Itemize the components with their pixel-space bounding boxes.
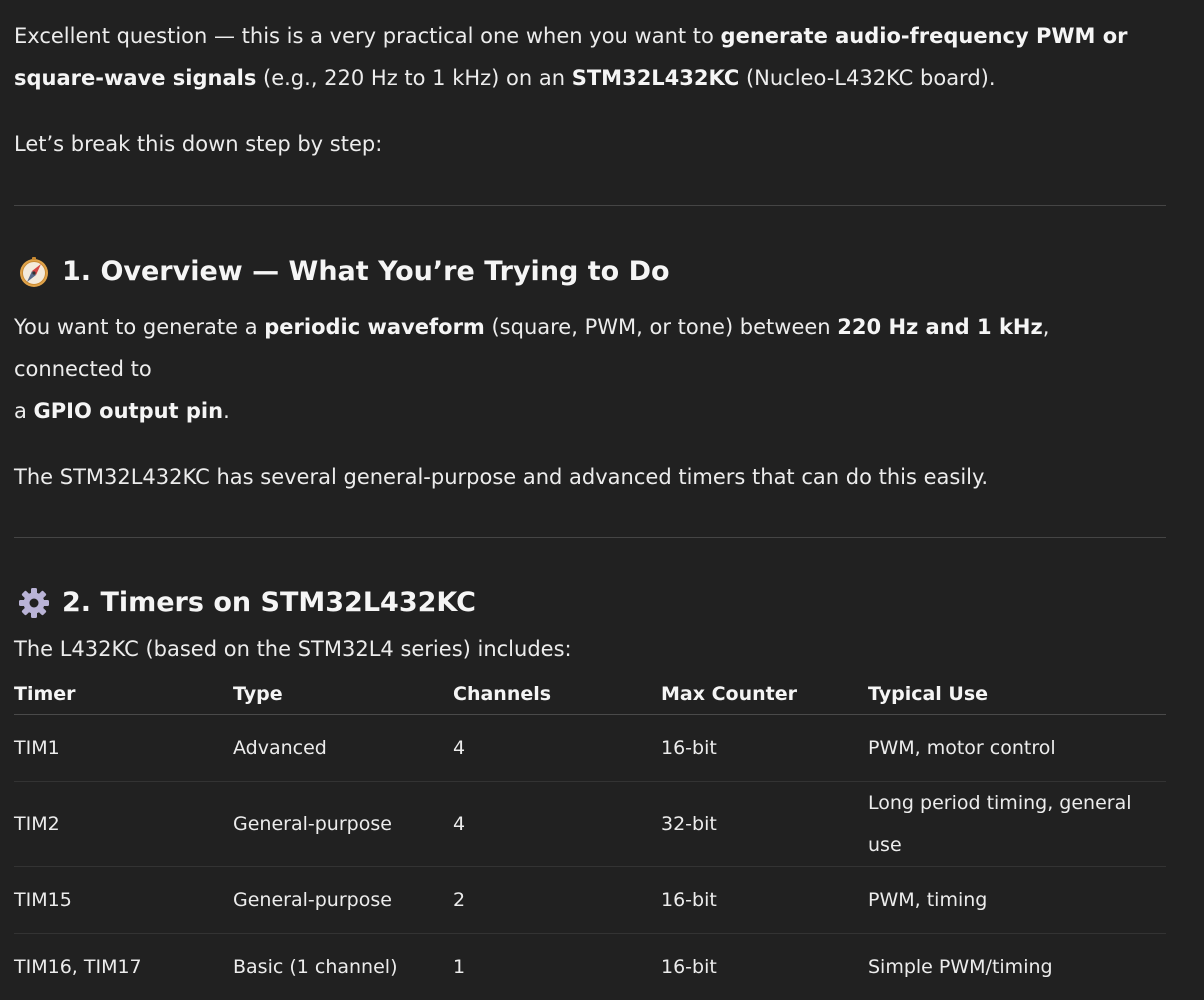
table-row (14, 867, 1166, 934)
table-cell: 16-bit (661, 715, 868, 782)
table-cell: 32-bit (661, 782, 868, 867)
intro-bold-chip: STM32L432KC (572, 66, 740, 90)
overview-text-connected: , connected to (14, 315, 1049, 381)
table-cell: PWM, motor control (868, 715, 1166, 782)
intro-step-line: Let’s break this down step by step: (14, 123, 1166, 165)
table-cell: TIM2 (14, 782, 233, 867)
overview-paragraph (14, 306, 1166, 432)
overview-text-period: . (223, 399, 230, 423)
column-header-type: Type (233, 674, 453, 715)
table-cell: 16-bit (661, 867, 868, 934)
table-cell: 4 (453, 715, 661, 782)
section-title: 1. Overview — What You’re Trying to Do (62, 251, 670, 293)
section-title: 2. Timers on STM32L432KC (62, 582, 476, 624)
intro-text: Excellent question — this is a very practical one when you want to (14, 24, 721, 48)
intro-bold-square: square-wave signals (14, 66, 256, 90)
overview-text-type: (square, PWM, or tone) between (485, 315, 837, 339)
table-cell: TIM15 (14, 867, 233, 934)
column-header-typical-use: Typical Use (868, 674, 1166, 715)
intro-text-range: (e.g., 220 Hz to 1 kHz) on an (256, 66, 571, 90)
overview-bold-waveform: periodic waveform (264, 315, 485, 339)
column-header-channels: Channels (453, 674, 661, 715)
column-header-max-counter: Max Counter (661, 674, 868, 715)
overview-bold-gpio: GPIO output pin (34, 399, 224, 423)
compass-icon (17, 256, 55, 288)
table-cell: Basic (1 channel) (233, 934, 453, 1000)
table-cell: 4 (453, 782, 661, 867)
divider (14, 537, 1166, 538)
overview-bold-range: 220 Hz and 1 kHz (837, 315, 1042, 339)
table-cell: 1 (453, 934, 661, 1000)
overview-timers-paragraph: The STM32L432KC has several general-purpose and advanced timers that can do this easily. (14, 456, 1166, 498)
divider (14, 205, 1166, 206)
section-heading-timers (14, 582, 1166, 624)
intro-paragraph (14, 15, 1166, 99)
table-cell: General-purpose (233, 782, 453, 867)
table-header-row (14, 674, 1166, 715)
table-cell: Simple PWM/timing (868, 934, 1166, 1000)
table-cell: Long period timing, general use (868, 782, 1166, 867)
table-cell: TIM16, TIM17 (14, 934, 233, 1000)
table-cell: 2 (453, 867, 661, 934)
table-cell: TIM1 (14, 715, 233, 782)
table-row (14, 934, 1166, 1000)
gear-icon (17, 587, 55, 619)
table-cell: General-purpose (233, 867, 453, 934)
intro-text-board: (Nucleo-L432KC board). (739, 66, 995, 90)
table-cell: 16-bit (661, 934, 868, 1000)
overview-text: You want to generate a (14, 315, 264, 339)
overview-text-a: a (14, 399, 34, 423)
table-cell: Advanced (233, 715, 453, 782)
column-header-timer: Timer (14, 674, 233, 715)
table-cell: PWM, timing (868, 867, 1166, 934)
section-heading-overview (14, 251, 1166, 293)
table-row (14, 782, 1166, 867)
timers-intro: The L432KC (based on the STM32L4 series) includes: (14, 630, 1166, 668)
chat-message (14, 0, 1166, 1000)
intro-bold-signal: generate audio-frequency PWM or (721, 24, 1128, 48)
table-row (14, 715, 1166, 782)
timers-table (14, 674, 1166, 1000)
